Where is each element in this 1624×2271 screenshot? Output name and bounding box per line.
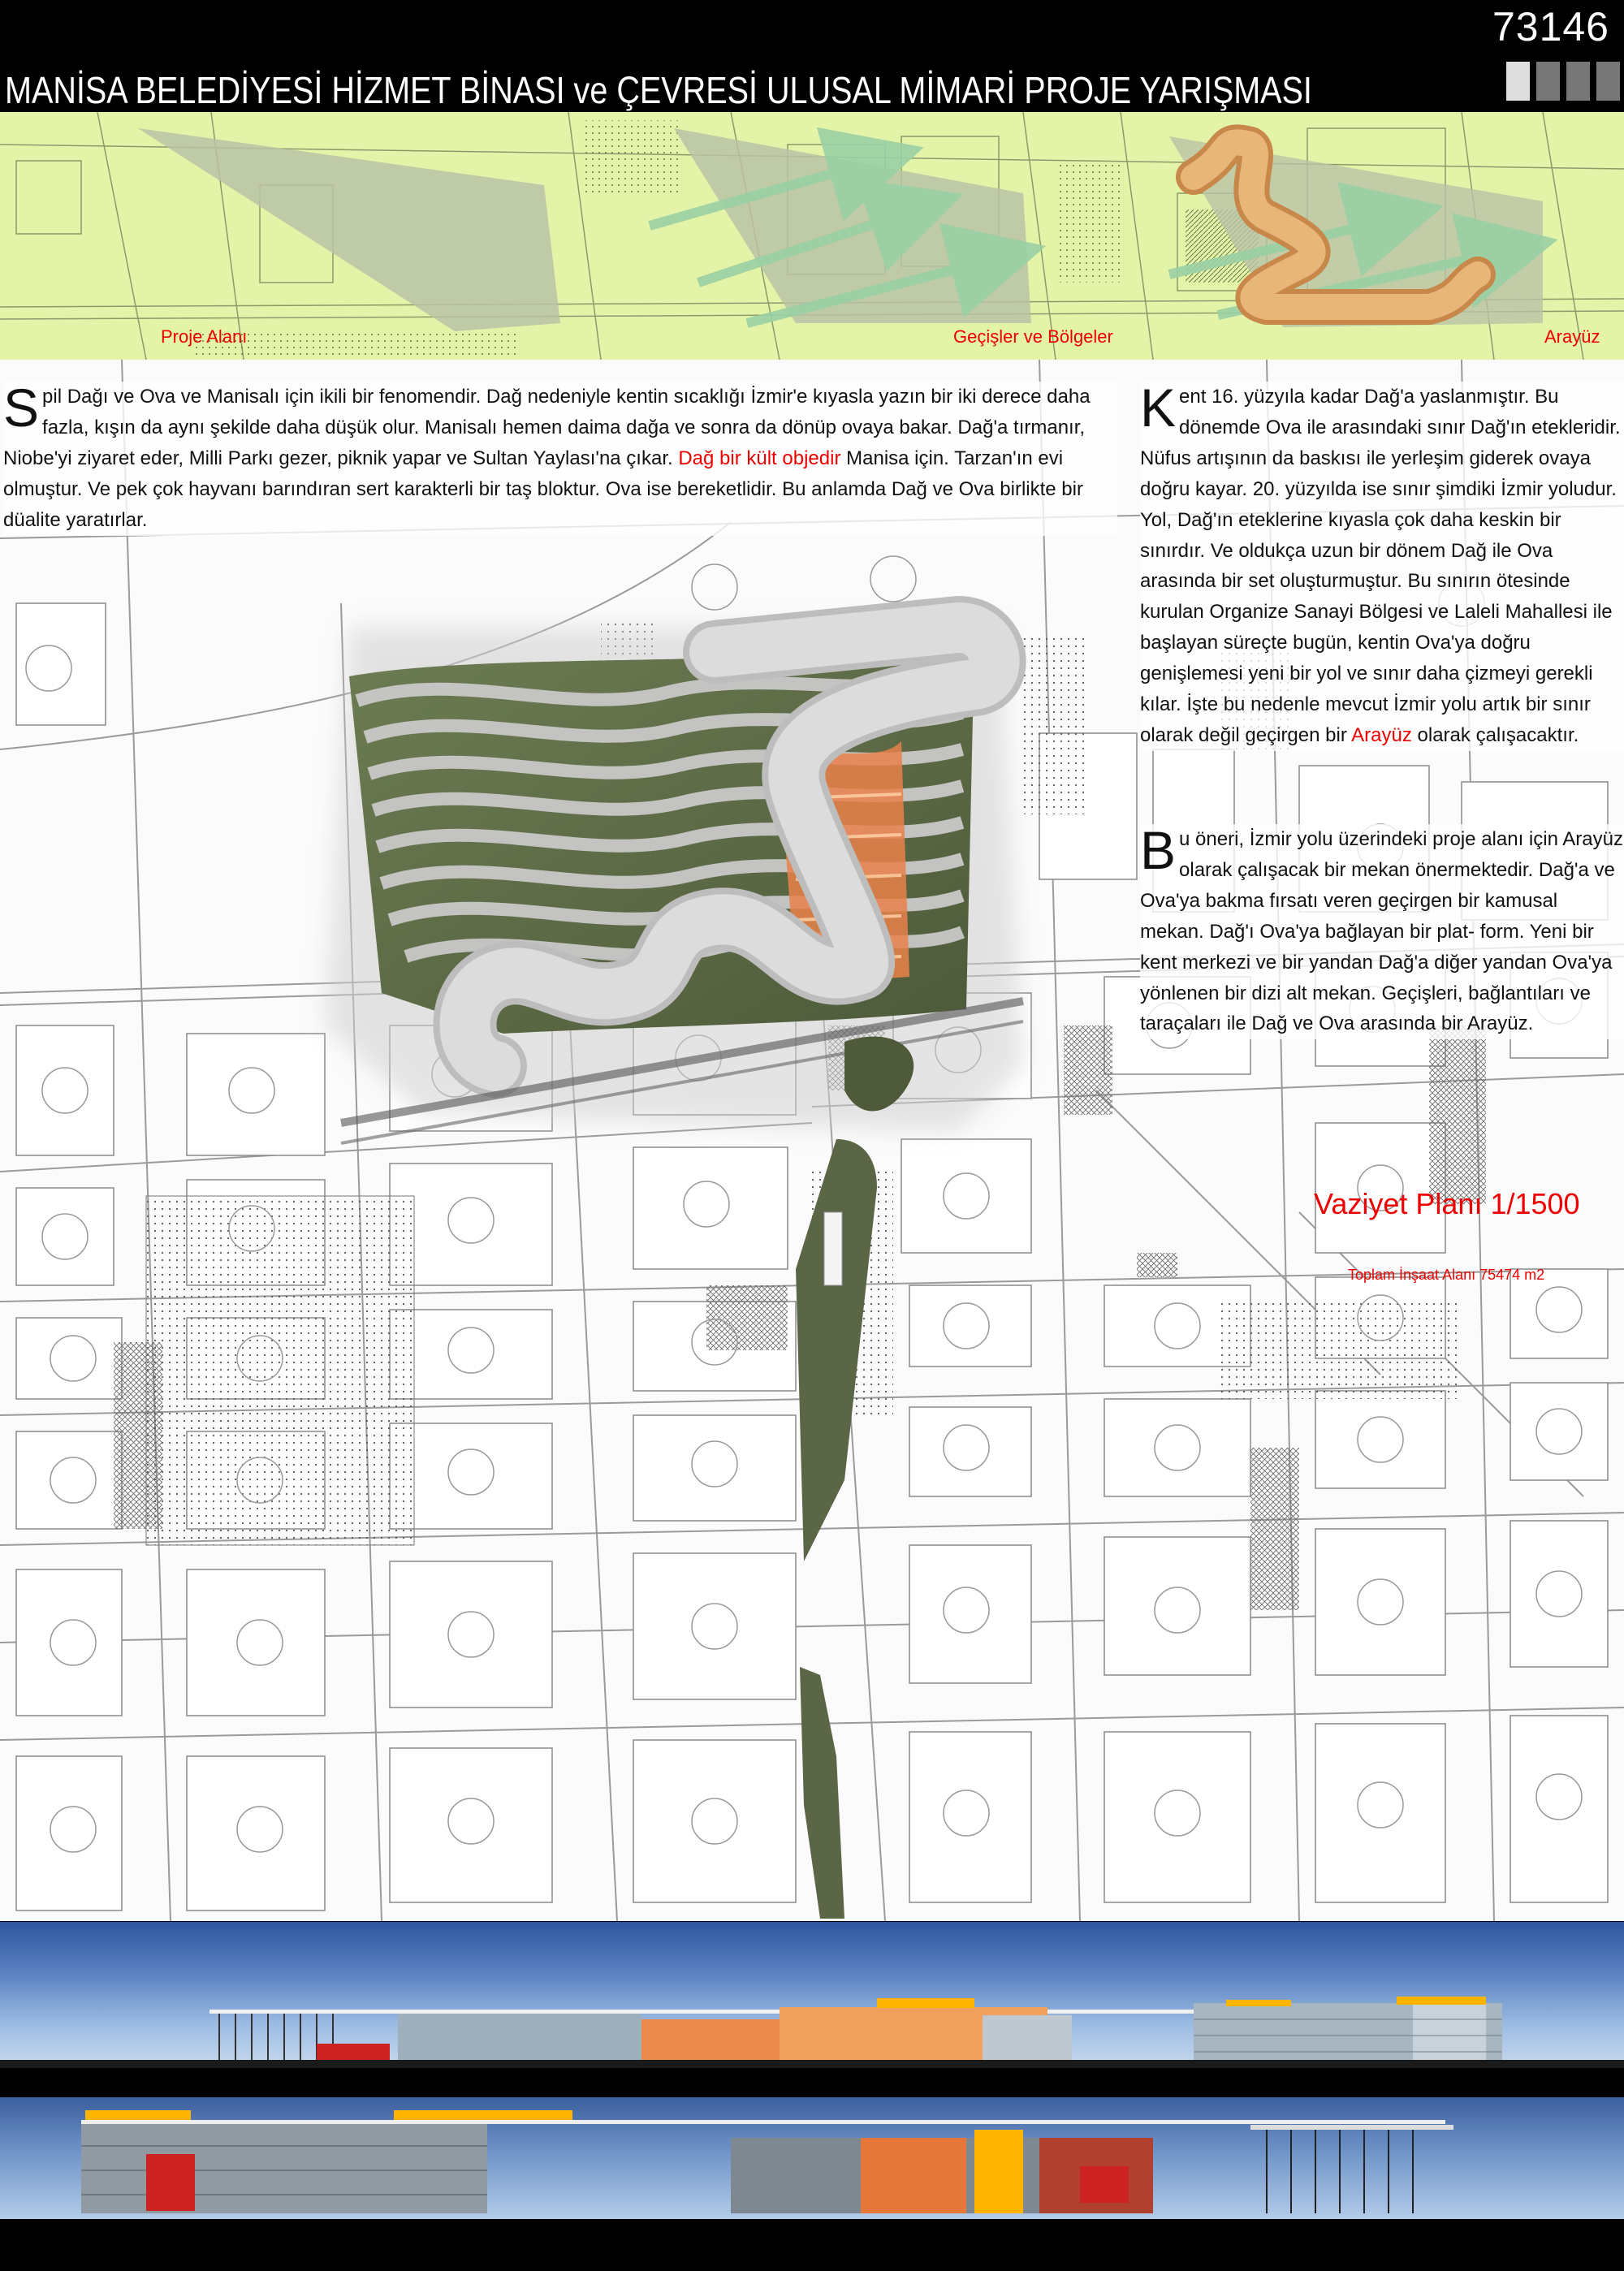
paragraph-text: ent 16. yüzyıla kadar Dağ'a yaslanmıştır. Bu dönemde Ova ile arasındaki sınır Dağ'ın etekleridir. Nüfus artışının da baskısı ile yerleşim giderek ovaya doğru kayar. 20. yüzyılda ise sınır şimdiki İzmir yoludur. Yol, Dağ'ın eteklerine kıyasla çok daha keskin bir sınırdır. Ve oldukça uzun bir dönem Dağ ile Ova arasında bir set oluşturmuştur. Bu sınırın ötesinde kurulan Organize Sanayi Bölgesi ve Laleli Mahallesi ile başlayan süreçte bugün, kentin Ova'ya doğru genişlemesi yeni bir yol ve sınır daha çizmeyi gerekli kılar. İşte bu nedenle mevcut İzmir yolu artık bir sınır olarak değil geçirgen bir xyxy=(1140,386,1621,746)
elevation-view-north xyxy=(0,1922,1624,2068)
diagram-label-gecisler: Geçişler ve Bölgeler xyxy=(953,326,1113,347)
intro-paragraph-spil xyxy=(3,378,1117,536)
header-square xyxy=(1536,62,1560,101)
page-title: MANİSA BELEDİYESİ HİZMET BİNASI ve ÇEVRESİ ULUSAL MİMARİ PROJE YARIŞMASI xyxy=(5,69,1312,111)
diagram-label-arayuz: Arayüz xyxy=(1544,326,1600,347)
paragraph-text: u öneri, İzmir yolu üzerindeki proje alanı için Arayüz olarak çalışacak bir mekan önermektedir. Dağ'a ve Ova'ya bakma fırsatı veren geçirgen bir kamusal mekan. Dağ'ı Ova'ya bağlayan bir plat- form. Yeni bir kent merkezi ve bir yandan Dağ'a diğer yandan Ova'ya yönlenen bir dizi alt mekan. Geçişleri, bağlantıları ve taraçaları ile Dağ ve Ova arasında bir Arayüz. xyxy=(1140,828,1623,1035)
paragraph-text: olarak çalışacaktır. xyxy=(1417,723,1579,746)
paragraph-bu-oneri xyxy=(1140,820,1624,1039)
elevation-drawing xyxy=(0,2097,1624,2219)
header-square xyxy=(1596,62,1620,101)
paragraph-text: pil Dağı ve Ova ve Manisalı için ikili bir fenomendir. Dağ nedeniyle kentin sıcaklığı İzmir'e kıyasla yazın bir iki derece daha fazla, kışın da aynı şekilde daha düşük olur. Manisalı hemen daima dağa ve sonra da dönüp ovaya bakar. Dağ'a tırmanır, Niobe'yi ziyaret eder, Milli Parkı gezer, piknik yapar ve Sultan Yaylası'na çıkar. xyxy=(3,386,1091,469)
plan-area-label: Toplam İnşaat Alanı 75474 m2 xyxy=(1348,1267,1545,1283)
drop-cap: B xyxy=(1140,820,1177,880)
header-squares xyxy=(1506,62,1620,101)
diagram-drawing xyxy=(0,112,1624,360)
elevation-drawing xyxy=(0,1922,1624,2068)
diagram-label-proje-alani: Proje Alanı xyxy=(161,326,248,347)
paragraph-text: Manisa için. Tarzan'ın evi olmuştur. Ve pek çok hayvanı barındıran sert karakterli bir taş bloktur. Ova ise bereketlidir. Bu anlamda Dağ ve Ova birlikte bir düalite yaratırlar. xyxy=(3,447,1083,531)
divider xyxy=(0,2068,1624,2097)
header-square xyxy=(1506,62,1530,101)
entry-number: 73146 xyxy=(1492,4,1609,50)
divider xyxy=(0,2219,1624,2271)
header xyxy=(0,0,1624,112)
plan-scale-label: Vaziyet Planı 1/1500 xyxy=(1314,1187,1580,1220)
highlight-text: Arayüz xyxy=(1351,723,1412,746)
drop-cap: S xyxy=(3,378,40,438)
highlight-text: Dağ bir kült objedir xyxy=(678,447,841,469)
header-square xyxy=(1566,62,1590,101)
drop-cap: K xyxy=(1140,378,1177,438)
paragraph-kent xyxy=(1140,378,1624,751)
diagram-strip xyxy=(0,112,1624,360)
elevation-view-south xyxy=(0,2097,1624,2219)
